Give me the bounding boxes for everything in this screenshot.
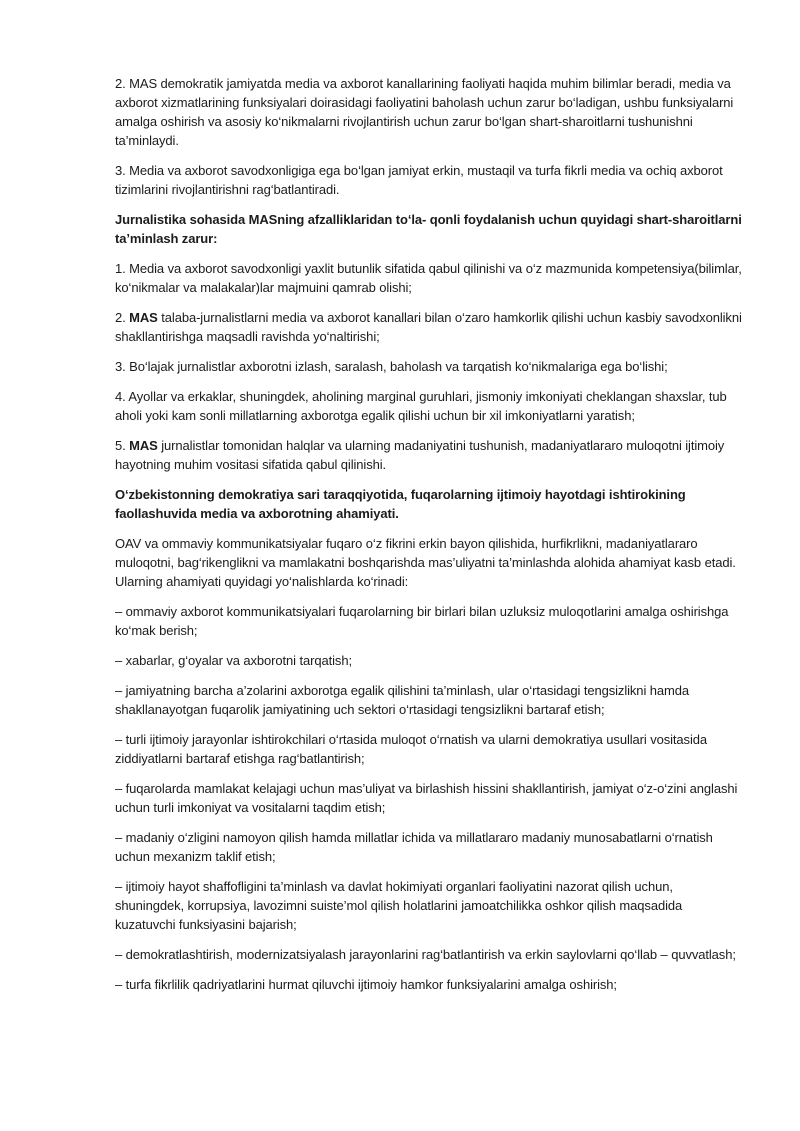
list-item-dash-8: – demokratlashtirish, modernizatsiyalash jarayonlarini rag‘batlantirish va erkin saylovlarni qo‘llab – quvvatlash;: [115, 947, 736, 962]
list-item-dash-6: – madaniy o‘zligini namoyon qilish hamda millatlar ichida va millatlararo madaniy munosabatlarni o‘rnatish uchun mexanizm taklif etish;: [115, 830, 713, 864]
list-item-dash-9: – turfa fikrlilik qadriyatlarini hurmat qiluvchi ijtimoiy hamkor funksiyalarini amalga oshirish;: [115, 977, 617, 992]
list-item-condition-1: 1. Media va axborot savodxonligi yaxlit butunlik sifatida qabul qilinishi va o‘z mazmunida kompetensiya(bilimlar, ko‘nikmalar va malakalar)lar majmuini qamrab olishi;: [115, 261, 742, 295]
list-item-rest: jurnalistlar tomonidan halqlar va ularning madaniyatini tushunish, madaniyatlararo muloqotni ijtimoiy hayotning muhim vositasi sifatida qabul qilinishi.: [115, 438, 725, 472]
list-item-dash-7: – ijtimoiy hayot shaffofligini ta’minlash va davlat hokimiyati organlari faoliyatini nazorat qilish uchun, shuningdek, korrupsiya, lavozimni suiste’mol qilish holatlarini jamoatchilikka oshkor qilish maqsadida kuzatuvchi funksiyasini bajarish;: [115, 879, 683, 932]
list-item-dash-3: – jamiyatning barcha a’zolarini axborotga egalik qilishini ta’minlash, ular o‘rtasidagi tengsizlikni hamda shakllanayotgan fuqarolik jamiyatining uch sektori o‘rtasidagi tengsizlikni bartaraf etish;: [115, 683, 689, 717]
list-item-condition-5: [115, 436, 745, 474]
bold-term: MAS: [129, 310, 158, 325]
heading-media-importance: O‘zbekistonning demokratiya sari taraqqiyotida, fuqarolarning ijtimoiy hayotdagi ishtirokining faollashuvida media va axborotning ahamiyati.: [115, 487, 686, 521]
list-item-condition-4: 4. Ayollar va erkaklar, shuningdek, aholining marginal guruhlari, jismoniy imkoniyati cheklangan shaxslar, tub aholi yoki kam sonli millatlarning axborotga egalik qilishi uchun bir xil imkoniyatlarni yaratish;: [115, 389, 727, 423]
list-item-dash-5: – fuqarolarda mamlakat kelajagi uchun mas’uliyat va birlashish hissini shakllantirish, jamiyat o‘z-o‘zini anglashi uchun turli imkoniyat va vositalarni taqdim etish;: [115, 781, 738, 815]
paragraph-mas-knowledge: 2. MAS demokratik jamiyatda media va axborot kanallarining faoliyati haqida muhim bilimlar beradi, media va axborot xizmatlarining funksiyalari doirasidagi faoliyatini baholash uchun zarur bo‘ladigan, ushbu funksiyalarni amalga oshirish va asosiy ko‘nikmalarni rivojlantirish uchun zarur bo‘lgan shart-sharoitlarni tushunishni ta’minlaydi.: [115, 76, 734, 148]
paragraph-mas-society: 3. Media va axborot savodxonligiga ega bo‘lgan jamiyat erkin, mustaqil va turfa fikrli media va ochiq axborot tizimlarini rivojlantirishni rag‘batlantiradi.: [115, 163, 723, 197]
list-item-condition-3: 3. Bo‘lajak jurnalistlar axborotni izlash, saralash, baholash va tarqatish ko‘nikmalariga ega bo‘lishi;: [115, 359, 668, 374]
list-item-rest: talaba-jurnalistlarni media va axborot kanallari bilan o‘zaro hamkorlik qilishi uchun kasbiy savodxonlikni shakllantirishga maqsadli ravishda yo‘naltirishi;: [115, 310, 742, 344]
list-item-prefix: 5.: [115, 438, 130, 453]
list-item-prefix: 2.: [115, 310, 130, 325]
bold-term: MAS: [129, 438, 158, 453]
list-item-dash-1: – ommaviy axborot kommunikatsiyalari fuqarolarning bir birlari bilan uzluksiz muloqotlarini amalga oshirishga ko‘mak berish;: [115, 604, 729, 638]
heading-conditions: Jurnalistika sohasida MASning afzalliklaridan to‘la- qonli foydalanish uchun quyidagi shart-sharoitlarni ta’minlash zarur:: [115, 212, 742, 246]
document-page: [115, 74, 745, 1005]
list-item-dash-4: – turli ijtimoiy jarayonlar ishtirokchilari o‘rtasida muloqot o‘rnatish va ularni demokratiya usullari vositasida ziddiyatlarni bartaraf etishga rag‘batlantirish;: [115, 732, 708, 766]
list-item-dash-2: – xabarlar, g‘oyalar va axborotni tarqatish;: [115, 653, 352, 668]
list-item-condition-2: [115, 308, 745, 346]
paragraph-oav-intro: OAV va ommaviy kommunikatsiyalar fuqaro o‘z fikrini erkin bayon qilishida, hurfikrlikni, madaniyatlararo muloqotni, bag‘rikenglikni va mamlakatni boshqarishda mas’uliyatni ta’minlashda alohida ahamiyat kasb etadi. Ularning ahamiyati quyidagi yo‘nalishlarda ko‘rinadi:: [115, 536, 736, 589]
